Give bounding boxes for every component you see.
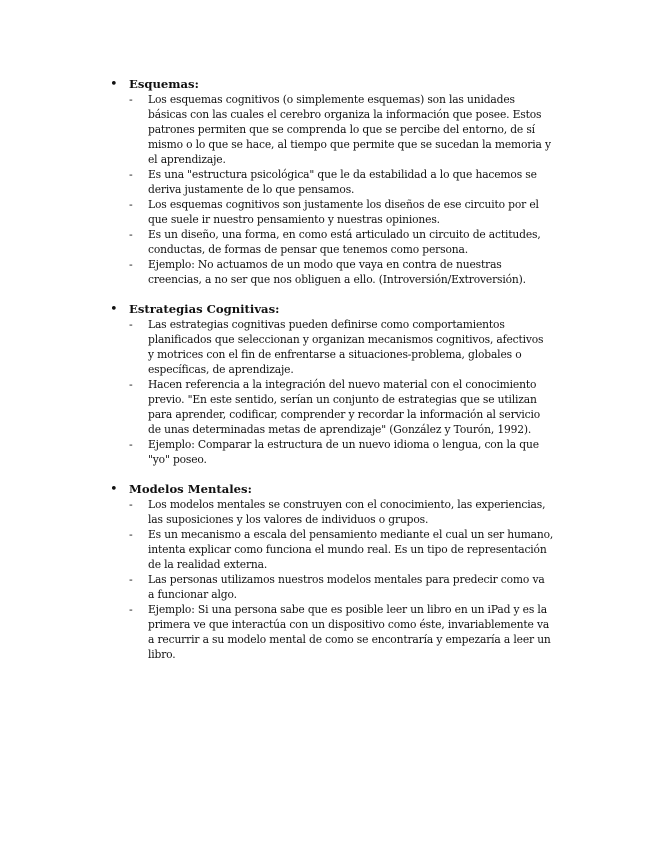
text-line: las suposiciones y los valores de individuos o grupos. bbox=[148, 513, 429, 526]
text-line: básicas con las cuales el cerebro organiza la información que posee. Estos bbox=[148, 108, 542, 121]
item-list bbox=[110, 317, 570, 467]
bullet-icon: • bbox=[110, 482, 118, 497]
text-line: creencias, a no ser que nos obliguen a ello. (Introversión/Extroversión). bbox=[148, 273, 526, 286]
text-line: el aprendizaje. bbox=[148, 153, 226, 166]
text-line: Las personas utilizamos nuestros modelos mentales para predecir como va bbox=[148, 573, 545, 586]
item-text bbox=[148, 257, 570, 287]
section-heading bbox=[110, 77, 570, 92]
section bbox=[110, 77, 570, 287]
text-line: a funcionar algo. bbox=[148, 588, 237, 601]
item-text bbox=[148, 437, 570, 467]
list-item bbox=[129, 437, 570, 467]
item-list bbox=[110, 497, 570, 662]
section-heading bbox=[110, 302, 570, 317]
bullet-icon: • bbox=[110, 77, 118, 92]
dash-marker: - bbox=[129, 378, 133, 391]
section-title: Modelos Mentales: bbox=[129, 482, 252, 496]
dash-marker: - bbox=[129, 318, 133, 331]
section bbox=[110, 482, 570, 662]
text-line: Los esquemas cognitivos (o simplemente esquemas) son las unidades bbox=[148, 93, 515, 106]
bullet-icon: • bbox=[110, 302, 118, 317]
section-title: Estrategias Cognitivas: bbox=[129, 302, 280, 316]
dash-marker: - bbox=[129, 258, 133, 271]
text-line: Los modelos mentales se construyen con el conocimiento, las experiencias, bbox=[148, 498, 546, 511]
list-item bbox=[129, 602, 570, 662]
list-item bbox=[129, 497, 570, 527]
text-line: Los esquemas cognitivos son justamente los diseños de ese circuito por el bbox=[148, 198, 539, 211]
item-text bbox=[148, 602, 570, 662]
text-line: Ejemplo: No actuamos de un modo que vaya en contra de nuestras bbox=[148, 258, 502, 271]
text-line: "yo" poseo. bbox=[148, 453, 207, 466]
dash-marker: - bbox=[129, 228, 133, 241]
list-item bbox=[129, 377, 570, 437]
list-item bbox=[129, 527, 570, 572]
item-text bbox=[148, 197, 570, 227]
item-text bbox=[148, 167, 570, 197]
item-text bbox=[148, 527, 570, 572]
text-line: libro. bbox=[148, 648, 176, 661]
list-item bbox=[129, 197, 570, 227]
section bbox=[110, 302, 570, 467]
text-line: Hacen referencia a la integración del nuevo material con el conocimiento bbox=[148, 378, 537, 391]
list-item bbox=[129, 167, 570, 197]
dash-marker: - bbox=[129, 498, 133, 511]
text-line: específicas, de aprendizaje. bbox=[148, 363, 294, 376]
text-line: Las estrategias cognitivas pueden definirse como comportamientos bbox=[148, 318, 505, 331]
dash-marker: - bbox=[129, 603, 133, 616]
text-line: primera ve que interactúa con un dispositivo como éste, invariablemente va bbox=[148, 618, 550, 631]
text-line: Es una "estructura psicológica" que le da estabilidad a lo que hacemos se bbox=[148, 168, 537, 181]
section-heading bbox=[110, 482, 570, 497]
dash-marker: - bbox=[129, 93, 133, 106]
text-line: y motrices con el fin de enfrentarse a situaciones-problema, globales o bbox=[148, 348, 522, 361]
text-line: intenta explicar como funciona el mundo real. Es un tipo de representación bbox=[148, 543, 547, 556]
text-line: Es un mecanismo a escala del pensamiento mediante el cual un ser humano, bbox=[148, 528, 554, 541]
list-item bbox=[129, 92, 570, 167]
dash-marker: - bbox=[129, 198, 133, 211]
section-title: Esquemas: bbox=[129, 77, 199, 91]
dash-marker: - bbox=[129, 528, 133, 541]
text-line: deriva justamente de lo que pensamos. bbox=[148, 183, 355, 196]
list-item bbox=[129, 317, 570, 377]
text-line: Ejemplo: Si una persona sabe que es posible leer un libro en un iPad y es la bbox=[148, 603, 547, 616]
dash-marker: - bbox=[129, 168, 133, 181]
item-text bbox=[148, 497, 570, 527]
item-text bbox=[148, 572, 570, 602]
dash-marker: - bbox=[129, 573, 133, 586]
dash-marker: - bbox=[129, 438, 133, 451]
text-line: previo. "En este sentido, serían un conjunto de estrategias que se utilizan bbox=[148, 393, 537, 406]
text-line: de la realidad externa. bbox=[148, 558, 268, 571]
item-text bbox=[148, 317, 570, 377]
text-line: para aprender, codificar, comprender y recordar la información al servicio bbox=[148, 408, 541, 421]
text-line: Es un diseño, una forma, en como está articulado un circuito de actitudes, bbox=[148, 228, 541, 241]
document-body bbox=[110, 77, 570, 677]
text-line: a recurrir a su modelo mental de como se encontraría y empezaría a leer un bbox=[148, 633, 551, 646]
text-line: de unas determinadas metas de aprendizaje" (González y Tourón, 1992). bbox=[148, 423, 532, 436]
list-item bbox=[129, 257, 570, 287]
item-list bbox=[110, 92, 570, 287]
text-line: que suele ir nuestro pensamiento y nuestras opiniones. bbox=[148, 213, 440, 226]
item-text bbox=[148, 377, 570, 437]
text-line: planificados que seleccionan y organizan mecanismos cognitivos, afectivos bbox=[148, 333, 544, 346]
text-line: Ejemplo: Comparar la estructura de un nuevo idioma o lengua, con la que bbox=[148, 438, 539, 451]
text-line: mismo o lo que se hace, al tiempo que permite que se sucedan la memoria y bbox=[148, 138, 551, 151]
item-text bbox=[148, 227, 570, 257]
list-item bbox=[129, 227, 570, 257]
item-text bbox=[148, 92, 570, 167]
text-line: conductas, de formas de pensar que tenemos como persona. bbox=[148, 243, 468, 256]
list-item bbox=[129, 572, 570, 602]
text-line: patrones permiten que se comprenda lo que se percibe del entorno, de sí bbox=[148, 123, 535, 136]
